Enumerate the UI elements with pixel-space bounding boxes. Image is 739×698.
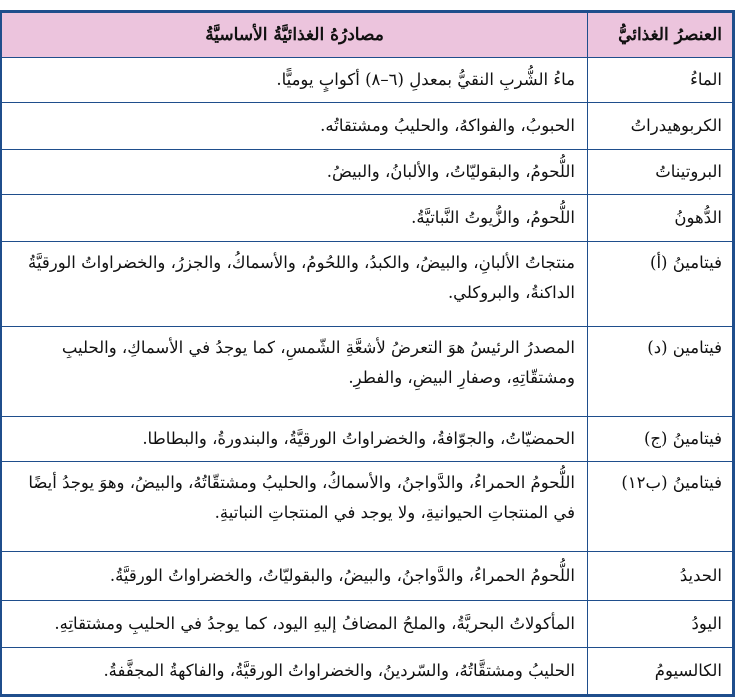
element-cell: فيتامين (د)	[588, 327, 734, 417]
element-cell: الحديدُ	[588, 552, 734, 601]
header-sources: مصادرُهُ الغذائيَّةُ الأساسيَّةُ	[1, 12, 588, 58]
table-row-iodine	[1, 601, 734, 648]
table-row-vitamin-d	[1, 327, 734, 417]
element-cell: الكالسيومُ	[588, 648, 734, 696]
sources-cell: المأكولاتُ البحريَّةُ، والملحُ المضافُ إليهِ اليود، كما يوجدُ في الحليبِ ومشتقاتِهِ.	[1, 601, 588, 648]
sources-cell: ماءُ الشُّربِ النقيُّ بمعدلِ (٦–٨) أكوابٍ يوميًّا.	[1, 58, 588, 103]
nutrients-table-container	[2, 10, 735, 697]
element-cell: فيتامينُ (أ)	[588, 242, 734, 327]
table-row-vitamin-a	[1, 242, 734, 327]
sources-cell: منتجاتُ الألبانِ، والبيضُ، والكبدُ، واللحُومُ، والأسماكُ، والجزرُ، والخضراواتُ الورقيَّةُ الداكنةُ، والبروكلي.	[1, 242, 588, 327]
table-header-row	[1, 12, 734, 58]
nutrients-table	[0, 10, 735, 697]
table-row-carbohydrates	[1, 103, 734, 150]
table-row-vitamin-c	[1, 417, 734, 462]
table-row-iron	[1, 552, 734, 601]
table-row-fats	[1, 195, 734, 242]
sources-cell: اللُّحومُ، والبقوليّاتُ، والألبانُ، والبيضُ.	[1, 150, 588, 195]
element-cell: الكربوهيدراتُ	[588, 103, 734, 150]
table-row-proteins	[1, 150, 734, 195]
table-row-vitamin-b12	[1, 462, 734, 552]
sources-cell: الحمضيّاتُ، والجوّافةُ، والخضراواتُ الورقيَّةُ، والبندورةُ، والبطاطا.	[1, 417, 588, 462]
element-cell: فيتامينُ (ج)	[588, 417, 734, 462]
sources-cell: اللُّحومُ، والزُّيوتُ النَّباتيَّةُ.	[1, 195, 588, 242]
element-cell: فيتامينُ (ب١٢)	[588, 462, 734, 552]
sources-cell: الحليبُ ومشتقَّاتُهُ، والسّردينُ، والخضراواتُ الورقيَّةُ، والفاكهةُ المجفَّفةُ.	[1, 648, 588, 696]
element-cell: الدُّهونُ	[588, 195, 734, 242]
sources-cell: اللُّحومُ الحمراءُ، والدَّواجنُ، والأسماكُ، والحليبُ ومشتقّاتُهُ، والبيضُ، وهوَ يوجدُ أيضًا في المنتجاتِ الحيوانيةِ، ولا يوجد في المنتجاتِ النباتيةِ.	[1, 462, 588, 552]
element-cell: اليودُ	[588, 601, 734, 648]
sources-cell: الحبوبُ، والفواكهُ، والحليبُ ومشتقاتُه.	[1, 103, 588, 150]
table-row-calcium	[1, 648, 734, 696]
element-cell: البروتيناتُ	[588, 150, 734, 195]
sources-cell: اللُّحومُ الحمراءُ، والدَّواجنُ، والبيضُ، والبقوليّاتُ، والخضراواتُ الورقيَّةُ.	[1, 552, 588, 601]
element-cell: الماءُ	[588, 58, 734, 103]
sources-cell: المصدرُ الرئيسُ هوَ التعرضُ لأشعَّةِ الشّمسِ، كما يوجدُ في الأسماكِ، والحليبِ ومشتقّاتِهِ، وصفارِ البيضِ، والفطرِ.	[1, 327, 588, 417]
header-element: العنصرُ الغذائيُّ	[588, 12, 734, 58]
table-row-water	[1, 58, 734, 103]
